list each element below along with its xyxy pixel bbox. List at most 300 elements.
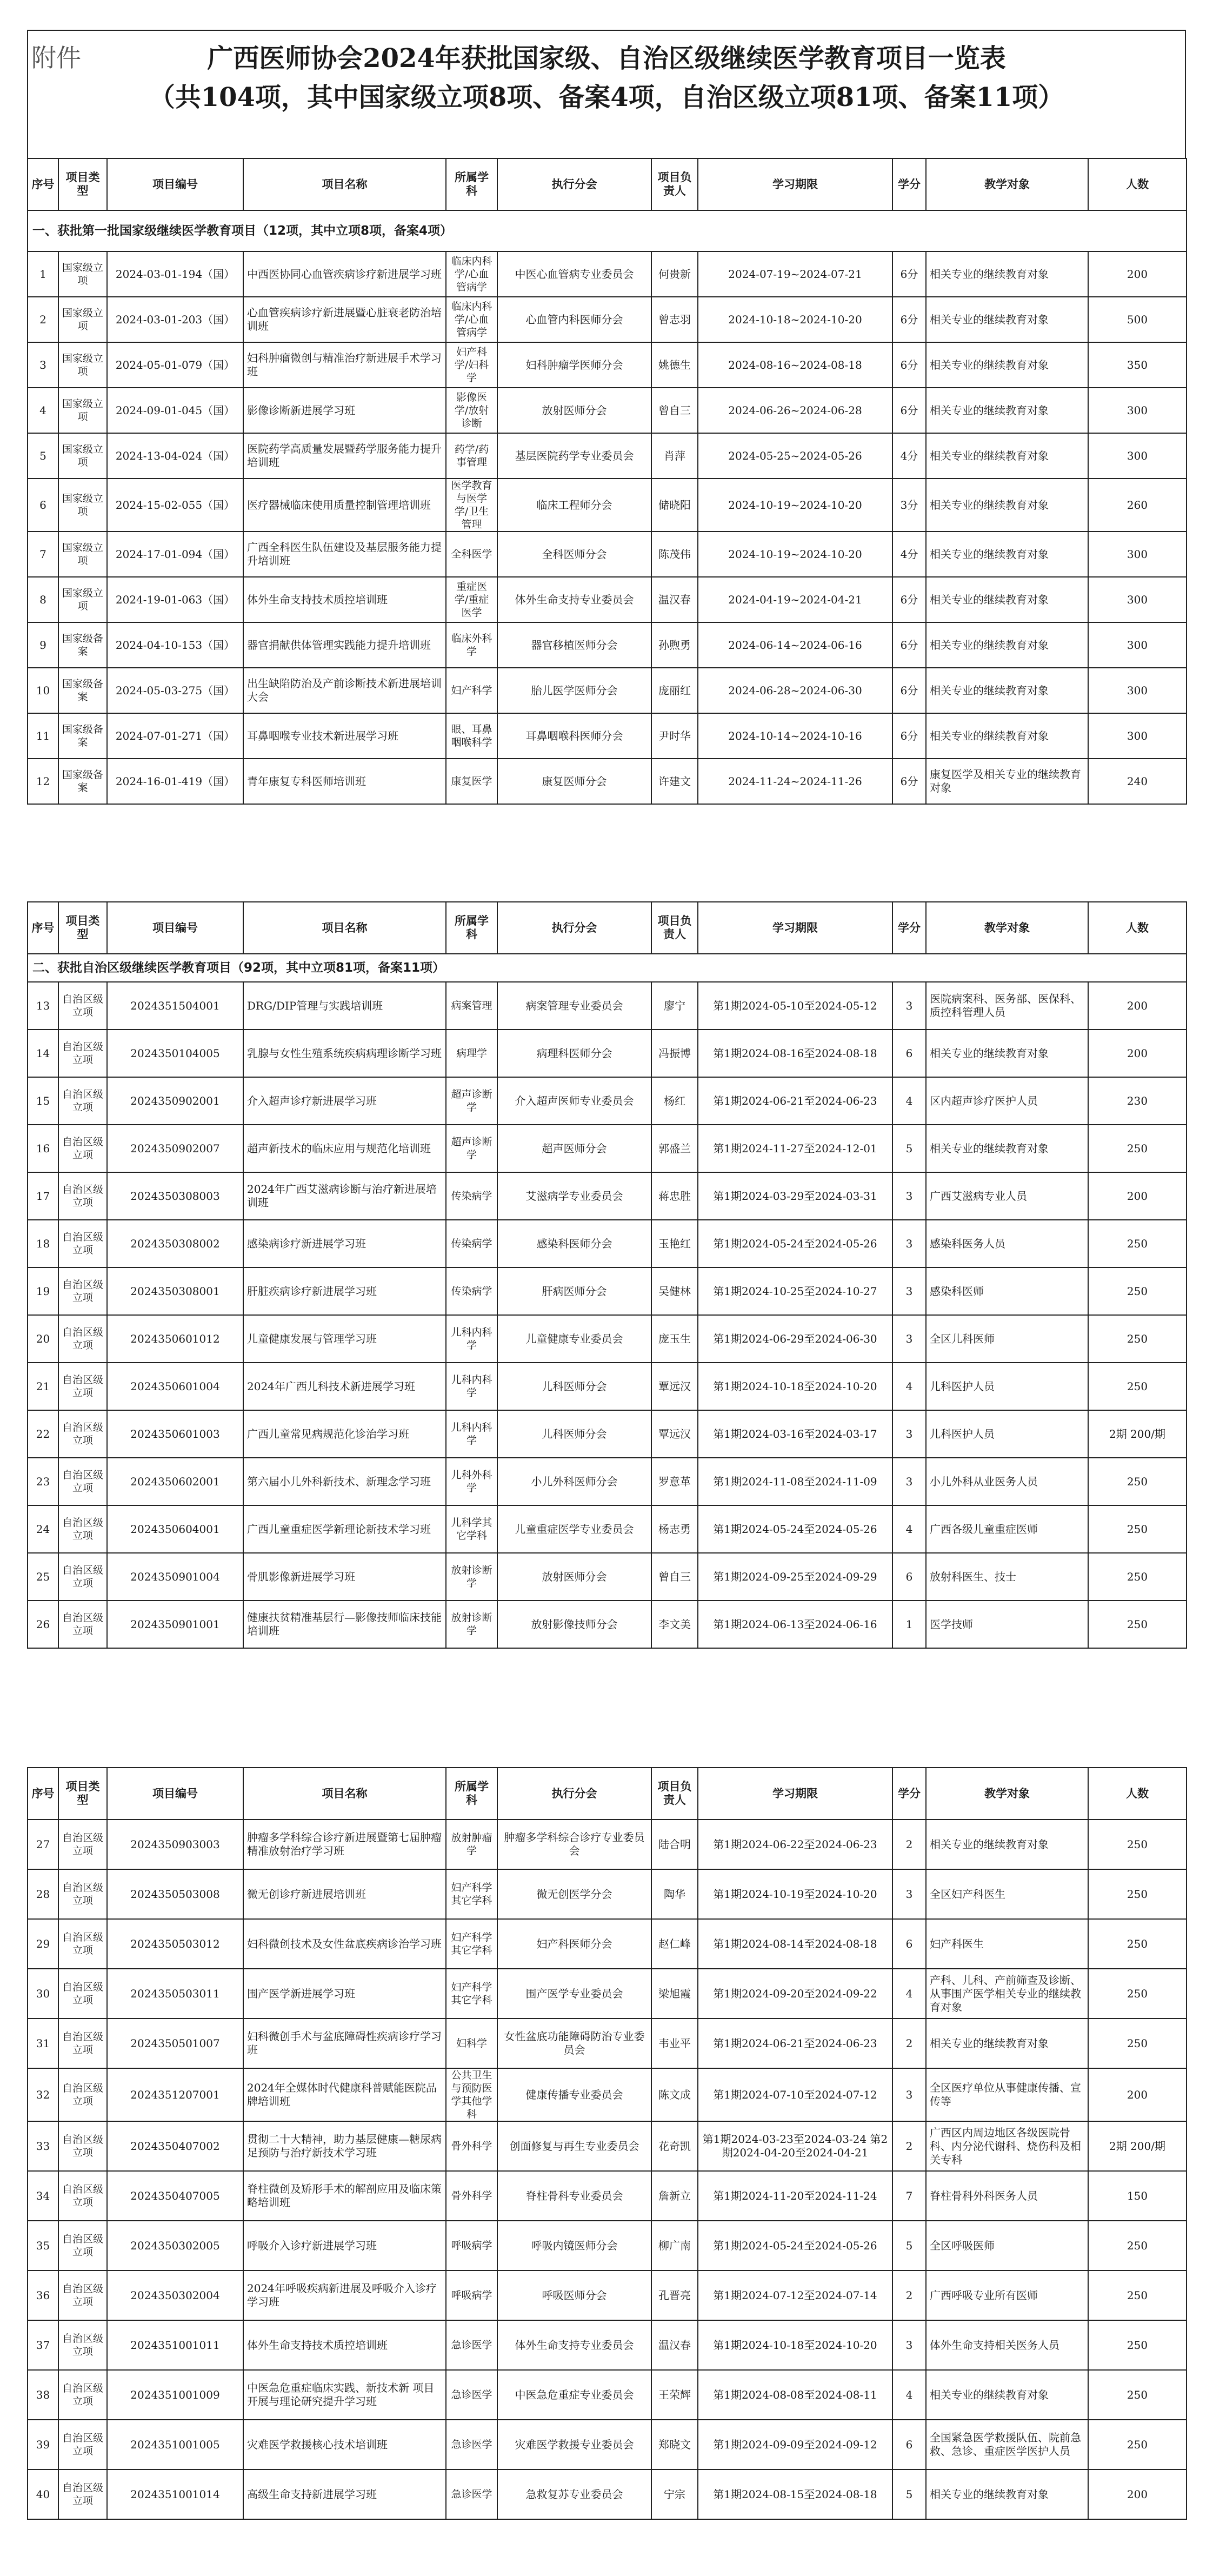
cell-code: 2024350601003 [107, 1410, 243, 1458]
page-1 [27, 30, 1186, 805]
cell-code: 2024-05-03-275（国） [107, 668, 243, 713]
cell-code: 2024350604001 [107, 1505, 243, 1553]
cell-discipline: 骨外科学 [446, 2171, 497, 2221]
cell-audience: 相关专业的继续教育对象 [926, 713, 1088, 759]
header-audience: 教学对象 [926, 902, 1088, 954]
cell-code: 2024-07-01-271（国） [107, 713, 243, 759]
cell-name: 骨肌影像新进展学习班 [243, 1553, 446, 1601]
cell-branch: 感染科医师分会 [497, 1220, 651, 1267]
cell-discipline: 呼吸病学 [446, 2221, 497, 2270]
cell-credit: 4分 [892, 433, 926, 479]
cell-credit: 4 [892, 2370, 926, 2420]
cell-period: 第1期2024-05-24至2024-05-26 [698, 2221, 892, 2270]
cell-period: 2024-06-28~2024-06-30 [698, 668, 892, 713]
cell-audience: 相关专业的继续教育对象 [926, 1030, 1088, 1077]
cell-seq: 19 [28, 1267, 58, 1315]
cell-credit: 4 [892, 1363, 926, 1410]
cell-branch: 耳鼻咽喉科医师分会 [497, 713, 651, 759]
cell-type: 自治区级立项 [58, 2320, 107, 2370]
cell-period: 第1期2024-09-20至2024-09-22 [698, 1969, 892, 2019]
cell-credit: 6分 [892, 577, 926, 622]
cell-name: 围产医学新进展学习班 [243, 1969, 446, 2019]
cell-discipline: 医学教育与医学学/卫生管理 [446, 479, 497, 532]
cell-seq: 28 [28, 1869, 58, 1919]
cell-audience: 相关专业的继续教育对象 [926, 1125, 1088, 1172]
cell-discipline: 放射诊断学 [446, 1553, 497, 1601]
table-row [28, 433, 1187, 479]
cell-period: 2024-04-19~2024-04-21 [698, 577, 892, 622]
cell-branch: 放射医师分会 [497, 388, 651, 433]
cell-discipline: 重症医学/重症医学 [446, 577, 497, 622]
cell-period: 2024-08-16~2024-08-18 [698, 342, 892, 388]
cell-type: 自治区级立项 [58, 1601, 107, 1648]
cell-leader: 李文美 [651, 1601, 698, 1648]
cell-code: 2024-03-01-203（国） [107, 297, 243, 342]
cell-period: 2024-06-26~2024-06-28 [698, 388, 892, 433]
cell-period: 2024-05-25~2024-05-26 [698, 433, 892, 479]
cell-code: 2024350503012 [107, 1919, 243, 1969]
cell-code: 2024350902007 [107, 1125, 243, 1172]
cell-branch: 儿科医师分会 [497, 1363, 651, 1410]
cell-credit: 5 [892, 2221, 926, 2270]
cell-type: 自治区级立项 [58, 2469, 107, 2519]
cell-audience: 相关专业的继续教育对象 [926, 2370, 1088, 2420]
cell-code: 2024350308001 [107, 1267, 243, 1315]
cell-code: 2024350503011 [107, 1969, 243, 2019]
cell-type: 自治区级立项 [58, 1410, 107, 1458]
cell-discipline: 儿科外科学 [446, 1458, 497, 1505]
table-row [28, 2221, 1187, 2270]
cell-leader: 柳广南 [651, 2221, 698, 2270]
cell-code: 2024-05-01-079（国） [107, 342, 243, 388]
cell-seq: 31 [28, 2019, 58, 2068]
cell-period: 第1期2024-10-18至2024-10-20 [698, 1363, 892, 1410]
cell-code: 2024350308002 [107, 1220, 243, 1267]
cell-code: 2024350901001 [107, 1601, 243, 1648]
section-title: 二、获批自治区级继续医学教育项目（92项，其中立项81项，备案11项） [28, 954, 1187, 982]
cell-name: 儿童健康发展与管理学习班 [243, 1315, 446, 1363]
cell-leader: 王荣辉 [651, 2370, 698, 2420]
cell-branch: 创面修复与再生专业委员会 [497, 2121, 651, 2171]
cell-branch: 中医急危重症专业委员会 [497, 2370, 651, 2420]
cell-audience: 相关专业的继续教育对象 [926, 577, 1088, 622]
cell-type: 自治区级立项 [58, 1315, 107, 1363]
cell-type: 国家级备案 [58, 668, 107, 713]
cell-discipline: 妇产科学 [446, 668, 497, 713]
cell-credit: 4 [892, 1077, 926, 1125]
cell-type: 自治区级立项 [58, 2068, 107, 2121]
cell-count: 250 [1088, 1458, 1187, 1505]
cell-seq: 22 [28, 1410, 58, 1458]
cell-count: 200 [1088, 982, 1187, 1030]
cell-seq: 23 [28, 1458, 58, 1505]
cell-name: 灾难医学救援核心技术培训班 [243, 2420, 446, 2469]
cell-period: 第1期2024-10-18至2024-10-20 [698, 2320, 892, 2370]
table-row [28, 1869, 1187, 1919]
cell-type: 国家级立项 [58, 251, 107, 297]
cell-name: 出生缺陷防治及产前诊断技术新进展培训大会 [243, 668, 446, 713]
cell-count: 350 [1088, 342, 1187, 388]
cell-name: 体外生命支持技术质控培训班 [243, 2320, 446, 2370]
table-row [28, 1125, 1187, 1172]
cell-branch: 胎儿医学医师分会 [497, 668, 651, 713]
cell-count: 200 [1088, 1030, 1187, 1077]
cell-discipline: 儿科学其它学科 [446, 1505, 497, 1553]
cell-seq: 35 [28, 2221, 58, 2270]
table-row [28, 1820, 1187, 1869]
cell-name: 青年康复专科医师培训班 [243, 759, 446, 804]
cell-name: 贯彻二十大精神，助力基层健康—糖尿病足预防与治疗新技术学习班 [243, 2121, 446, 2171]
cell-audience: 相关专业的继续教育对象 [926, 2019, 1088, 2068]
cell-code: 2024350503008 [107, 1869, 243, 1919]
cell-period: 第1期2024-06-21至2024-06-23 [698, 1077, 892, 1125]
cell-leader: 赵仁峰 [651, 1919, 698, 1969]
project-table-3 [27, 1767, 1187, 2520]
cell-audience: 体外生命支持相关医务人员 [926, 2320, 1088, 2370]
cell-seq: 3 [28, 342, 58, 388]
header-type: 项目类型 [58, 902, 107, 954]
cell-seq: 32 [28, 2068, 58, 2121]
table-row [28, 1969, 1187, 2019]
cell-count: 260 [1088, 479, 1187, 532]
cell-seq: 25 [28, 1553, 58, 1601]
cell-type: 自治区级立项 [58, 1969, 107, 2019]
cell-audience: 相关专业的继续教育对象 [926, 532, 1088, 577]
cell-credit: 3 [892, 982, 926, 1030]
table-row [28, 1315, 1187, 1363]
cell-audience: 康复医学及相关专业的继续教育对象 [926, 759, 1088, 804]
header-discipline: 所属学科 [446, 902, 497, 954]
cell-credit: 6分 [892, 713, 926, 759]
cell-count: 250 [1088, 2370, 1187, 2420]
cell-audience: 全区呼吸医师 [926, 2221, 1088, 2270]
table-row [28, 1410, 1187, 1458]
cell-audience: 相关专业的继续教育对象 [926, 433, 1088, 479]
cell-count: 230 [1088, 1077, 1187, 1125]
cell-audience: 相关专业的继续教育对象 [926, 1820, 1088, 1869]
table-row [28, 577, 1187, 622]
cell-branch: 妇科肿瘤学医师分会 [497, 342, 651, 388]
cell-type: 国家级立项 [58, 297, 107, 342]
cell-name: 耳鼻咽喉专业技术新进展学习班 [243, 713, 446, 759]
cell-branch: 呼吸内镜医师分会 [497, 2221, 651, 2270]
cell-branch: 临床工程师分会 [497, 479, 651, 532]
document-subtitle: （共104项，其中国家级立项8项、备案4项，自治区级立项81项、备案11项） [149, 82, 1064, 112]
cell-branch: 肿瘤多学科综合诊疗专业委员会 [497, 1820, 651, 1869]
cell-period: 第1期2024-08-15至2024-08-18 [698, 2469, 892, 2519]
cell-credit: 3 [892, 1315, 926, 1363]
header-seq: 序号 [28, 1768, 58, 1820]
cell-discipline: 传染病学 [446, 1172, 497, 1220]
header-discipline: 所属学科 [446, 158, 497, 210]
cell-leader: 庞丽红 [651, 668, 698, 713]
cell-name: 健康扶贫精准基层行—影像技师临床技能培训班 [243, 1601, 446, 1648]
cell-leader: 梁旭霞 [651, 1969, 698, 2019]
table-row [28, 1172, 1187, 1220]
cell-leader: 冯振博 [651, 1030, 698, 1077]
cell-leader: 陆合明 [651, 1820, 698, 1869]
cell-name: 第六届小儿外科新技术、新理念学习班 [243, 1458, 446, 1505]
cell-count: 250 [1088, 2270, 1187, 2320]
table-row [28, 982, 1187, 1030]
attachment-label: 附件 [31, 43, 81, 72]
cell-code: 2024-15-02-055（国） [107, 479, 243, 532]
cell-credit: 6 [892, 1919, 926, 1969]
cell-credit: 2 [892, 2121, 926, 2171]
cell-seq: 12 [28, 759, 58, 804]
cell-audience: 产科、儿科、产前筛查及诊断、从事围产医学相关专业的继续教育对象 [926, 1969, 1088, 2019]
cell-leader: 曾自三 [651, 1553, 698, 1601]
cell-branch: 脊柱骨科专业委员会 [497, 2171, 651, 2221]
cell-branch: 健康传播专业委员会 [497, 2068, 651, 2121]
cell-count: 300 [1088, 668, 1187, 713]
cell-credit: 3 [892, 2068, 926, 2121]
cell-code: 2024-13-04-024（国） [107, 433, 243, 479]
cell-type: 国家级备案 [58, 622, 107, 668]
cell-branch: 病理科医师分会 [497, 1030, 651, 1077]
cell-branch: 儿童重症医学专业委员会 [497, 1505, 651, 1553]
cell-period: 2024-10-14~2024-10-16 [698, 713, 892, 759]
cell-count: 250 [1088, 2420, 1187, 2469]
cell-count: 250 [1088, 1969, 1187, 2019]
cell-period: 第1期2024-06-29至2024-06-30 [698, 1315, 892, 1363]
cell-branch: 肝病医师分会 [497, 1267, 651, 1315]
cell-code: 2024350104005 [107, 1030, 243, 1077]
cell-type: 国家级备案 [58, 759, 107, 804]
cell-count: 300 [1088, 388, 1187, 433]
cell-leader: 廖宁 [651, 982, 698, 1030]
cell-seq: 40 [28, 2469, 58, 2519]
cell-type: 自治区级立项 [58, 2121, 107, 2171]
cell-audience: 广西艾滋病专业人员 [926, 1172, 1088, 1220]
cell-count: 250 [1088, 1267, 1187, 1315]
cell-type: 自治区级立项 [58, 1919, 107, 1969]
cell-discipline: 全科医学 [446, 532, 497, 577]
cell-branch: 小儿外科医师分会 [497, 1458, 651, 1505]
cell-discipline: 放射肿瘤学 [446, 1820, 497, 1869]
cell-credit: 4 [892, 1969, 926, 2019]
cell-audience: 小儿外科从业医务人员 [926, 1458, 1088, 1505]
cell-period: 2024-07-19~2024-07-21 [698, 251, 892, 297]
cell-seq: 2 [28, 297, 58, 342]
cell-seq: 15 [28, 1077, 58, 1125]
cell-audience: 相关专业的继续教育对象 [926, 251, 1088, 297]
cell-code: 2024351001009 [107, 2370, 243, 2420]
cell-seq: 16 [28, 1125, 58, 1172]
header-branch: 执行分会 [497, 1768, 651, 1820]
cell-branch: 体外生命支持专业委员会 [497, 2320, 651, 2370]
cell-audience: 医院病案科、医务部、医保科、质控科管理人员 [926, 982, 1088, 1030]
table-row [28, 1030, 1187, 1077]
cell-audience: 相关专业的继续教育对象 [926, 622, 1088, 668]
cell-credit: 6 [892, 2420, 926, 2469]
cell-code: 2024350602001 [107, 1458, 243, 1505]
cell-code: 2024351001011 [107, 2320, 243, 2370]
cell-count: 2期 200/期 [1088, 2121, 1187, 2171]
cell-count: 200 [1088, 2469, 1187, 2519]
cell-discipline: 急诊医学 [446, 2320, 497, 2370]
cell-type: 自治区级立项 [58, 1363, 107, 1410]
cell-discipline: 病理学 [446, 1030, 497, 1077]
cell-leader: 杨志勇 [651, 1505, 698, 1553]
cell-count: 200 [1088, 251, 1187, 297]
cell-name: 2024年呼吸疾病新进展及呼吸介入诊疗学习班 [243, 2270, 446, 2320]
cell-discipline: 超声诊断学 [446, 1077, 497, 1125]
cell-discipline: 急诊医学 [446, 2370, 497, 2420]
cell-count: 150 [1088, 2171, 1187, 2221]
cell-credit: 3 [892, 1458, 926, 1505]
cell-branch: 心血管内科医师分会 [497, 297, 651, 342]
cell-discipline: 妇产科学其它学科 [446, 1969, 497, 2019]
cell-code: 2024350407005 [107, 2171, 243, 2221]
cell-type: 自治区级立项 [58, 982, 107, 1030]
table-row [28, 1363, 1187, 1410]
header-period: 学习期限 [698, 1768, 892, 1820]
cell-count: 200 [1088, 1172, 1187, 1220]
cell-branch: 中医心血管病专业委员会 [497, 251, 651, 297]
cell-discipline: 妇科学 [446, 2019, 497, 2068]
cell-credit: 7 [892, 2171, 926, 2221]
table-row [28, 2469, 1187, 2519]
cell-period: 第1期2024-06-13至2024-06-16 [698, 1601, 892, 1648]
header-discipline: 所属学科 [446, 1768, 497, 1820]
cell-discipline: 病案管理 [446, 982, 497, 1030]
cell-count: 250 [1088, 2320, 1187, 2370]
header-code: 项目编号 [107, 1768, 243, 1820]
cell-type: 自治区级立项 [58, 2370, 107, 2420]
header-name: 项目名称 [243, 158, 446, 210]
cell-period: 第1期2024-03-23至2024-03-24 第2期2024-04-20至2024-04-21 [698, 2121, 892, 2171]
table-row [28, 2019, 1187, 2068]
cell-count: 250 [1088, 1919, 1187, 1969]
header-type: 项目类型 [58, 1768, 107, 1820]
cell-discipline: 呼吸病学 [446, 2270, 497, 2320]
cell-seq: 20 [28, 1315, 58, 1363]
cell-seq: 26 [28, 1601, 58, 1648]
cell-period: 2024-11-24~2024-11-26 [698, 759, 892, 804]
cell-branch: 放射医师分会 [497, 1553, 651, 1601]
header-period: 学习期限 [698, 158, 892, 210]
cell-code: 2024350302004 [107, 2270, 243, 2320]
table-row [28, 532, 1187, 577]
header-credit: 学分 [892, 158, 926, 210]
header-period: 学习期限 [698, 902, 892, 954]
cell-count: 300 [1088, 713, 1187, 759]
cell-leader: 陈文成 [651, 2068, 698, 2121]
cell-seq: 39 [28, 2420, 58, 2469]
cell-audience: 广西呼吸专业所有医师 [926, 2270, 1088, 2320]
header-leader: 项目负责人 [651, 1768, 698, 1820]
cell-leader: 孔晋亮 [651, 2270, 698, 2320]
cell-count: 250 [1088, 1363, 1187, 1410]
project-table-2 [27, 901, 1187, 1649]
cell-credit: 6 [892, 1553, 926, 1601]
cell-name: 2024年广西儿科技术新进展学习班 [243, 1363, 446, 1410]
cell-count: 250 [1088, 1505, 1187, 1553]
cell-seq: 33 [28, 2121, 58, 2171]
cell-type: 自治区级立项 [58, 2221, 107, 2270]
table-row [28, 1267, 1187, 1315]
cell-code: 2024350302005 [107, 2221, 243, 2270]
cell-seq: 6 [28, 479, 58, 532]
cell-name: 感染病诊疗新进展学习班 [243, 1220, 446, 1267]
cell-discipline: 放射诊断学 [446, 1601, 497, 1648]
cell-period: 2024-10-19~2024-10-20 [698, 532, 892, 577]
cell-name: 微无创诊疗新进展培训班 [243, 1869, 446, 1919]
cell-name: DRG/DIP管理与实践培训班 [243, 982, 446, 1030]
cell-discipline: 儿科内科学 [446, 1410, 497, 1458]
table-row [28, 1077, 1187, 1125]
cell-credit: 6分 [892, 622, 926, 668]
cell-name: 肝脏疾病诊疗新进展学习班 [243, 1267, 446, 1315]
table-row [28, 1458, 1187, 1505]
cell-type: 自治区级立项 [58, 1267, 107, 1315]
cell-credit: 3 [892, 2320, 926, 2370]
header-credit: 学分 [892, 1768, 926, 1820]
cell-credit: 2 [892, 1820, 926, 1869]
cell-code: 2024-17-01-094（国） [107, 532, 243, 577]
cell-count: 250 [1088, 1315, 1187, 1363]
cell-period: 第1期2024-03-29至2024-03-31 [698, 1172, 892, 1220]
cell-type: 自治区级立项 [58, 1869, 107, 1919]
cell-audience: 放射科医生、技士 [926, 1553, 1088, 1601]
cell-audience: 妇产科医生 [926, 1919, 1088, 1969]
cell-type: 国家级立项 [58, 532, 107, 577]
table-row [28, 388, 1187, 433]
cell-seq: 21 [28, 1363, 58, 1410]
header-credit: 学分 [892, 902, 926, 954]
cell-audience: 全国紧急医学救援队伍、院前急救、急诊、重症医学医护人员 [926, 2420, 1088, 2469]
table-row [28, 1553, 1187, 1601]
cell-discipline: 影像医学/放射诊断 [446, 388, 497, 433]
cell-period: 第1期2024-05-24至2024-05-26 [698, 1220, 892, 1267]
cell-name: 脊柱微创及矫形手术的解剖应用及临床策略培训班 [243, 2171, 446, 2221]
cell-count: 250 [1088, 1125, 1187, 1172]
cell-seq: 13 [28, 982, 58, 1030]
cell-audience: 全区医疗单位从事健康传播、宣传等 [926, 2068, 1088, 2121]
cell-name: 医疗器械临床使用质量控制管理培训班 [243, 479, 446, 532]
cell-audience: 儿科医护人员 [926, 1363, 1088, 1410]
table-row [28, 297, 1187, 342]
cell-credit: 5 [892, 2469, 926, 2519]
cell-type: 自治区级立项 [58, 2270, 107, 2320]
cell-seq: 14 [28, 1030, 58, 1077]
cell-seq: 18 [28, 1220, 58, 1267]
table-row [28, 759, 1187, 804]
cell-name: 妇科肿瘤微创与精准治疗新进展手术学习班 [243, 342, 446, 388]
cell-code: 2024350501007 [107, 2019, 243, 2068]
cell-name: 呼吸介入诊疗新进展学习班 [243, 2221, 446, 2270]
cell-name: 广西儿童常见病规范化诊治学习班 [243, 1410, 446, 1458]
cell-code: 2024351001005 [107, 2420, 243, 2469]
cell-leader: 罗意革 [651, 1458, 698, 1505]
cell-name: 体外生命支持技术质控培训班 [243, 577, 446, 622]
header-count: 人数 [1088, 1768, 1187, 1820]
cell-discipline: 康复医学 [446, 759, 497, 804]
cell-leader: 曾自三 [651, 388, 698, 433]
cell-credit: 3分 [892, 479, 926, 532]
cell-period: 第1期2024-06-21至2024-06-23 [698, 2019, 892, 2068]
cell-name: 广西儿童重症医学新理论新技术学习班 [243, 1505, 446, 1553]
cell-count: 250 [1088, 2019, 1187, 2068]
cell-audience: 相关专业的继续教育对象 [926, 388, 1088, 433]
cell-count: 2期 200/期 [1088, 1410, 1187, 1458]
cell-type: 自治区级立项 [58, 2171, 107, 2221]
cell-discipline: 骨外科学 [446, 2121, 497, 2171]
header-audience: 教学对象 [926, 1768, 1088, 1820]
cell-name: 中西医协同心血管疾病诊疗新进展学习班 [243, 251, 446, 297]
cell-audience: 相关专业的继续教育对象 [926, 479, 1088, 532]
